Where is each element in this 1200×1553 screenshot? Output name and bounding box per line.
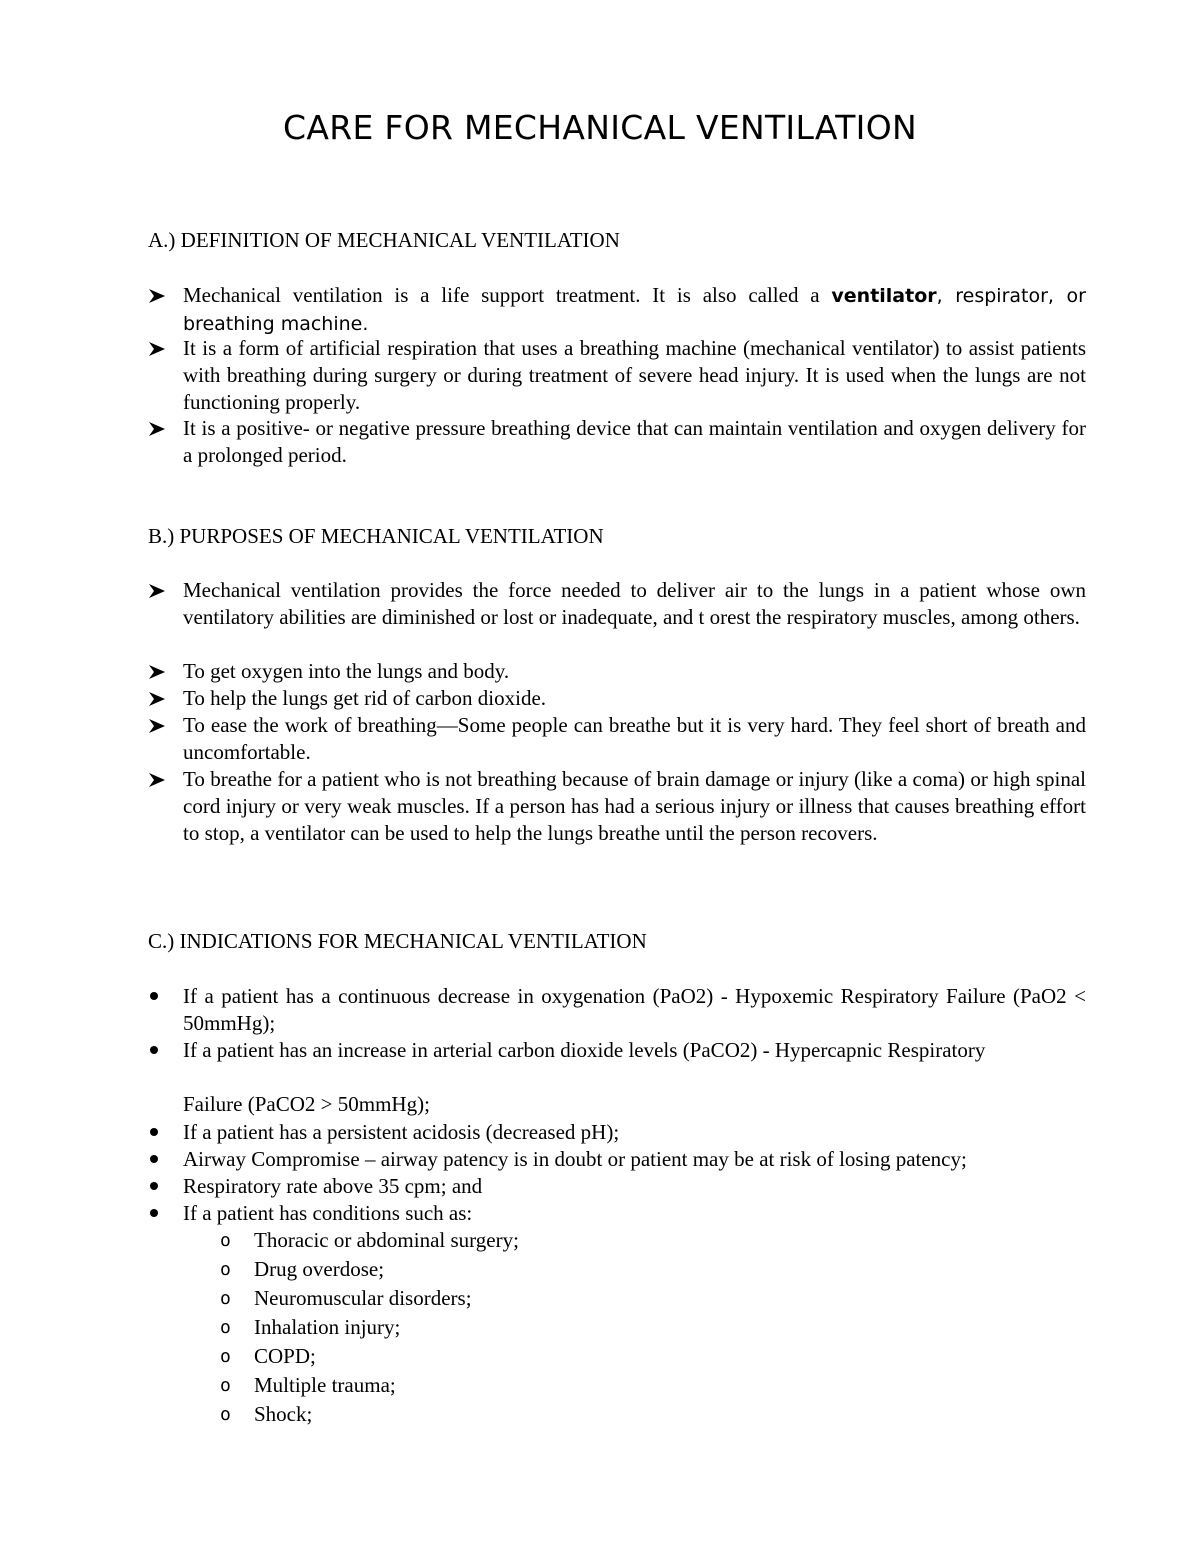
item-text: To breathe for a patient who is not breathing because of brain damage or injury (like a coma) or high spinal cord injury or very weak muscles. If a person has had a serious injury or illness that causes breathing effort to stop, a ventilator can be used to help the lungs breathe until the person recovers. <box>183 767 1086 845</box>
bullet-dot-icon <box>150 1209 158 1217</box>
item-text: Mechanical ventilation is a life support treatment. It is also called a <box>183 283 832 307</box>
item-text: Failure (PaCO2 > 50mmHg); <box>183 1092 430 1116</box>
item-text: Mechanical ventilation provides the force needed to deliver air to the lungs in a patient whose own ventilatory abilities are diminished or lost or inadequate, and t orest the respiratory muscles, among others. <box>183 578 1086 629</box>
bullet-dot-icon <box>150 1128 158 1136</box>
circle-bullet-icon: o <box>220 1230 231 1251</box>
arrow-bullet-icon <box>148 685 168 707</box>
condition-text: Multiple trauma; <box>254 1373 396 1397</box>
page-title: CARE FOR MECHANICAL VENTILATION <box>283 108 917 147</box>
arrow-bullet-icon <box>148 282 168 304</box>
circle-bullet-icon: o <box>220 1259 231 1280</box>
condition-text: Drug overdose; <box>254 1257 385 1281</box>
circle-bullet-icon: o <box>220 1346 231 1367</box>
condition-text: COPD; <box>254 1344 316 1368</box>
item-text: It is a form of artificial respiration that uses a breathing machine (mechanical ventilator) to assist patients with breathing during surgery or during treatment of severe head injury. It is used when the lungs are not functioning properly. <box>183 336 1086 414</box>
item-text: Respiratory rate above 35 cpm; and <box>183 1174 483 1198</box>
bullet-dot-icon <box>150 1155 158 1163</box>
arrow-bullet-icon <box>148 766 168 788</box>
bullet-dot-icon <box>150 1182 158 1190</box>
item-text: If a patient has an increase in arterial carbon dioxide levels (PaCO2) - Hypercapnic Respiratory <box>183 1038 986 1062</box>
item-text-sans: , respirator, or breathing machine. <box>183 285 1086 335</box>
bullet-dot-icon <box>150 1046 158 1054</box>
item-text: If a patient has a persistent acidosis (decreased pH); <box>183 1120 620 1144</box>
condition-text: Thoracic or abdominal surgery; <box>254 1228 519 1252</box>
arrow-bullet-icon <box>148 335 168 357</box>
arrow-bullet-icon <box>148 577 168 599</box>
section-a-heading: A.) DEFINITION OF MECHANICAL VENTILATION <box>148 228 620 252</box>
item-text: If a patient has a continuous decrease in oxygenation (PaO2) - Hypoxemic Respiratory Failure (PaO2 < 50mmHg); <box>183 984 1086 1035</box>
bullet-dot-icon <box>150 992 158 1000</box>
item-text-bold: ventilator <box>831 285 937 307</box>
condition-text: Neuromuscular disorders; <box>254 1286 472 1310</box>
arrow-bullet-icon <box>148 712 168 734</box>
condition-text: Shock; <box>254 1402 313 1426</box>
condition-text: Inhalation injury; <box>254 1315 401 1339</box>
circle-bullet-icon: o <box>220 1404 231 1425</box>
item-text: It is a positive- or negative pressure breathing device that can maintain ventilation and oxygen delivery for a prolonged period. <box>183 416 1086 467</box>
arrow-bullet-icon <box>148 415 168 437</box>
section-c-heading: C.) INDICATIONS FOR MECHANICAL VENTILATION <box>148 929 647 953</box>
circle-bullet-icon: o <box>220 1288 231 1309</box>
item-text: To get oxygen into the lungs and body. <box>183 659 510 683</box>
item-text: If a patient has conditions such as: <box>183 1201 473 1225</box>
item-text: Airway Compromise – airway patency is in doubt or patient may be at risk of losing patency; <box>183 1147 967 1171</box>
item-text: To help the lungs get rid of carbon dioxide. <box>183 686 547 710</box>
circle-bullet-icon: o <box>220 1317 231 1338</box>
arrow-bullet-icon <box>148 658 168 680</box>
circle-bullet-icon: o <box>220 1375 231 1396</box>
section-b-heading: B.) PURPOSES OF MECHANICAL VENTILATION <box>148 524 604 548</box>
item-text: To ease the work of breathing—Some people can breathe but it is very hard. They feel short of breath and uncomfortable. <box>183 713 1086 764</box>
